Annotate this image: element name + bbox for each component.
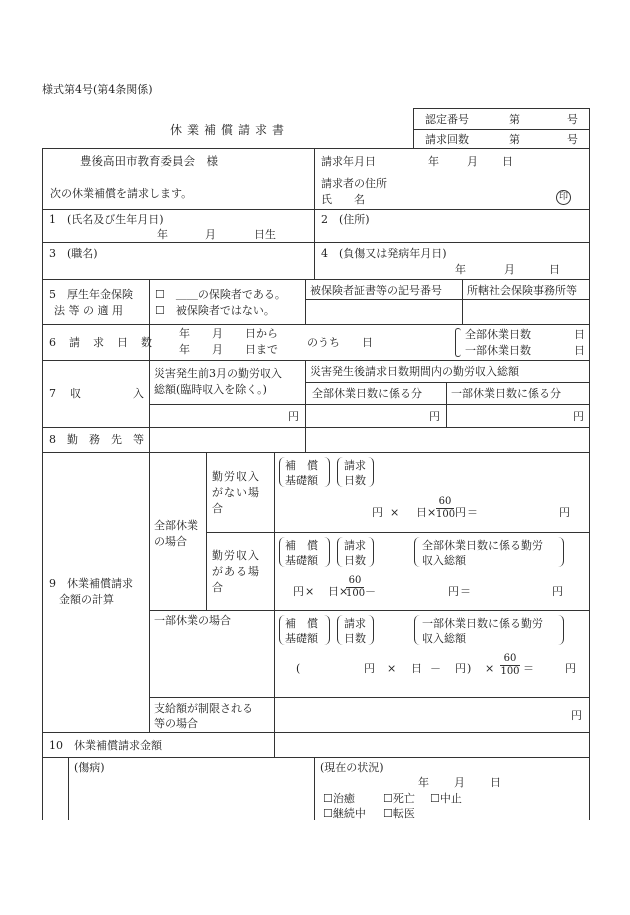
calc-a-fraction: 60 100: [436, 496, 456, 520]
calc-a-yen2: 円: [455, 506, 466, 519]
row4-month: 月: [504, 263, 515, 276]
row9-limited-1: 支給額が制限される: [154, 702, 253, 715]
row9-with-income-2: がある場: [212, 565, 260, 578]
row1-label: 1 (氏名及び生年月日): [49, 213, 164, 226]
calc-b-minus: －: [365, 585, 376, 598]
partial-income-1: 一部休業日数に係る勤労: [422, 617, 543, 630]
row7-label-a: 収: [70, 387, 81, 400]
calc-b-fraction: 60 100: [346, 575, 366, 599]
calc-c-nichi: 日: [411, 662, 422, 675]
calc-b-yen3: 円: [552, 585, 563, 598]
row5-option-insured[interactable]: ☐ ＿＿の保険者である。: [155, 288, 286, 301]
row1-year: 年: [157, 228, 168, 241]
status-label: (現在の状況): [320, 761, 384, 774]
cert-no-label: 認定番号: [425, 113, 469, 126]
partial-income-2: 収入総額: [422, 632, 466, 645]
seikyu-c-2: 日数: [344, 632, 366, 645]
hosho-a-2: 基礎額: [285, 474, 318, 487]
calc-a-nichi: 日: [416, 506, 427, 519]
calc-c-yen2: 円: [455, 662, 466, 675]
row9-full-case-2: の場合: [154, 535, 187, 548]
calc-a-times2: ×: [427, 506, 437, 519]
calc-b-nichi: 日: [328, 585, 339, 598]
row6-partial-nichi: 日: [574, 344, 585, 357]
row5-label-2: 法 等 の 適 用: [54, 304, 123, 317]
calc-c-times: ×: [387, 662, 397, 675]
row9-label-1: 9 休業補償請求: [49, 577, 133, 590]
row10-label: 10 休業補償請求金額: [49, 739, 162, 752]
request-text: 次の休業補償を請求します。: [50, 187, 193, 200]
calc-c-fraction: 60 100: [500, 653, 520, 677]
cert-no-go: 号: [567, 113, 578, 126]
row9-no-income-2: がない場: [212, 486, 260, 499]
row9-limited-2: 等の場合: [154, 717, 198, 730]
row6-brace: [455, 328, 461, 357]
row7-prior-income-1: 災害発生前3月の勤労収入: [154, 367, 282, 380]
row7-full-part: 全部休業日数に係る分: [312, 387, 422, 400]
row7-yen-2: 円: [429, 410, 440, 423]
claim-date-month: 月: [467, 155, 478, 168]
calc-c-minus: －: [430, 662, 441, 675]
calc-c-yen1: 円: [364, 662, 375, 675]
seikyu-a-2: 日数: [344, 474, 366, 487]
calc-c-times2: ×: [485, 662, 495, 675]
row4-day: 日: [549, 263, 560, 276]
claim-date-year: 年: [428, 155, 439, 168]
full-income-2: 収入総額: [422, 554, 466, 567]
full-income-1: 全部休業日数に係る勤労: [422, 539, 543, 552]
hosho-a-1: 補 償: [285, 459, 318, 472]
row9-no-income-1: 勤労収入: [212, 470, 260, 483]
status-option-stopped[interactable]: ☐中止: [430, 792, 462, 805]
seikyu-b-1: 請求: [344, 539, 366, 552]
hosho-b-1: 補 償: [285, 539, 318, 552]
row3-label: 3 (職名): [49, 247, 98, 260]
status-option-died[interactable]: ☐死亡: [383, 792, 415, 805]
status-option-transfer[interactable]: ☐転医: [383, 807, 415, 820]
calc-b-times: ×: [305, 585, 315, 598]
calc-a-times1: ×: [390, 506, 400, 519]
calc-b-times2: ×: [339, 585, 349, 598]
row9-with-income-1: 勤労収入: [212, 549, 260, 562]
row5-header-symbol-number: 被保険者証書等の記号番号: [310, 284, 442, 297]
row9-limited-yen: 円: [571, 709, 582, 722]
calc-b-eq: ＝: [460, 585, 471, 598]
hosho-b-2: 基礎額: [285, 554, 318, 567]
form-title: 休業補償請求書: [170, 123, 290, 137]
hosho-c-2: 基礎額: [285, 632, 318, 645]
seikyu-b-2: 日数: [344, 554, 366, 567]
claim-count-label: 請求回数: [425, 133, 469, 146]
row6-full-nichi: 日: [574, 328, 585, 341]
calc-b-yen1: 円: [293, 585, 304, 598]
status-year: 年: [418, 776, 429, 789]
claimant-address-label: 請求者の住所: [321, 177, 387, 190]
claim-count-dai: 第: [509, 133, 520, 146]
row7-yen-1: 円: [288, 410, 299, 423]
row1-month: 月: [205, 228, 216, 241]
calc-a-eq: ＝: [467, 506, 478, 519]
calc-c-rparen: ): [467, 662, 472, 675]
row2-label: 2 (住所): [321, 213, 370, 226]
row7-partial-part: 一部休業日数に係る分: [451, 387, 561, 400]
status-day: 日: [490, 776, 501, 789]
calc-c-lparen: (: [296, 662, 301, 675]
row4-label: 4 (負傷又は発病年月日): [321, 247, 447, 260]
status-option-cured[interactable]: ☐治癒: [323, 792, 355, 805]
row6-uchi: のうち 日: [307, 336, 373, 349]
calc-b-yen2: 円: [448, 585, 459, 598]
row7-label-b: 入: [133, 387, 144, 400]
calc-c-eq: ＝: [523, 662, 534, 675]
seal-mark: 印: [556, 190, 571, 205]
row6-label: 6 請 求 日 数: [49, 336, 153, 349]
calc-c-yen3: 円: [565, 662, 576, 675]
row6-partial-days: 一部休業日数: [465, 344, 531, 357]
row5-option-not-insured[interactable]: ☐ 被保険者ではない。: [155, 304, 275, 317]
row9-no-income-3: 合: [212, 502, 223, 515]
calc-a-yen3: 円: [559, 506, 570, 519]
row5-header-office: 所轄社会保険事務所等: [467, 284, 577, 297]
row8-label: 8 勤 務 先 等: [49, 433, 144, 446]
row9-partial-case: 一部休業の場合: [154, 614, 231, 627]
row7-label-num: 7: [49, 387, 56, 400]
row6-to: 年 月 日まで: [179, 343, 278, 356]
row9-with-income-3: 合: [212, 581, 223, 594]
seikyu-a-1: 請求: [344, 459, 366, 472]
row1-day: 日生: [254, 228, 276, 241]
hosho-c-1: 補 償: [285, 617, 318, 630]
addressee: 豊後高田市教育委員会 様: [80, 154, 218, 168]
calc-a-yen1: 円: [372, 506, 383, 519]
injury-label: (傷病): [74, 761, 105, 774]
row7-yen-3: 円: [573, 410, 584, 423]
row7-post-income: 災害発生後請求日数期間内の勤労収入総額: [310, 365, 519, 378]
seikyu-c-1: 請求: [344, 617, 366, 630]
row6-full-days: 全部休業日数: [465, 328, 531, 341]
row7-prior-income-2: 総額(臨時収入を除く。): [154, 383, 267, 396]
row4-year: 年: [455, 263, 466, 276]
claim-date-label: 請求年月日: [321, 155, 376, 168]
row5-label-1: 5 厚生年金保険: [49, 288, 133, 301]
claimant-name-label: 氏 名: [321, 193, 365, 206]
status-month: 月: [454, 776, 465, 789]
row9-full-case-1: 全部休業: [154, 519, 198, 532]
row9-label-2: 金額の計算: [59, 593, 114, 606]
cert-no-dai: 第: [509, 113, 520, 126]
status-option-continuing[interactable]: ☐継続中: [323, 807, 366, 820]
claim-date-day: 日: [502, 155, 513, 168]
row6-from: 年 月 日から: [179, 327, 278, 340]
form-number: 様式第4号(第4条関係): [42, 83, 153, 96]
claim-count-go: 号: [567, 133, 578, 146]
